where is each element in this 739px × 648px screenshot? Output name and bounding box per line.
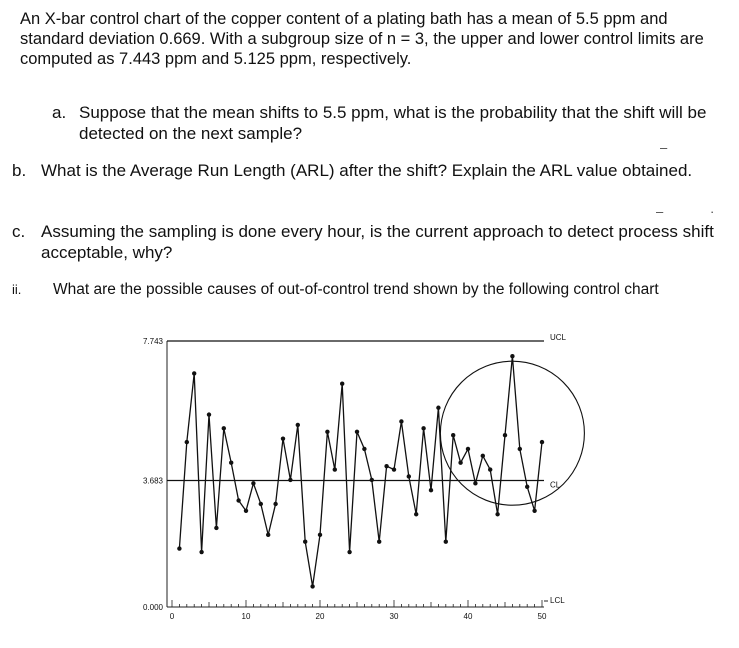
data-point — [296, 423, 300, 427]
data-point — [362, 447, 366, 451]
data-point — [532, 509, 536, 513]
question-b-label: b. — [12, 161, 27, 180]
data-point — [436, 406, 440, 410]
problem-intro: An X-bar control chart of the copper content of a plating bath has a mean of 5.5 ppm and standard deviation 0.669. With a subgroup size of n = 3, the upper and lower control limits are computed as 7.443 ppm and 5.125 ppm, respectively. — [20, 10, 704, 68]
data-point — [355, 430, 359, 434]
data-point — [407, 474, 411, 478]
data-point — [451, 433, 455, 437]
ucl-name-label: UCL — [550, 333, 567, 342]
data-point — [473, 481, 477, 485]
data-point — [251, 481, 255, 485]
data-point — [288, 478, 292, 482]
stray-mark-dash: – — [660, 140, 668, 155]
question-c-text: Assuming the sampling is done every hour, is the current approach to detect process shift acceptable, why? — [41, 222, 714, 262]
x-tick-label: 40 — [463, 612, 473, 621]
data-point — [236, 498, 240, 502]
cl-value-label: 3.683 — [142, 476, 163, 486]
data-point — [310, 584, 314, 588]
question-b-text: What is the Average Run Length (ARL) after the shift? Explain the ARL value obtained. — [41, 161, 693, 180]
control-chart — [120, 325, 590, 630]
data-point — [503, 433, 507, 437]
data-point — [518, 447, 522, 451]
data-point — [303, 540, 307, 544]
data-point — [458, 461, 462, 465]
data-point — [421, 426, 425, 430]
data-point — [333, 467, 337, 471]
data-point — [229, 461, 233, 465]
data-point — [259, 502, 263, 506]
data-point — [370, 478, 374, 482]
x-tick-label: 30 — [389, 612, 399, 621]
data-point — [414, 512, 418, 516]
lcl-name-label: LCL — [550, 596, 565, 605]
data-point — [318, 533, 322, 537]
data-point — [525, 485, 529, 489]
data-point — [199, 550, 203, 554]
highlight-circle — [440, 361, 584, 505]
data-point — [266, 533, 270, 537]
series-line — [179, 356, 542, 586]
data-point — [466, 447, 470, 451]
lcl-value-label: 0.000 — [142, 603, 163, 612]
question-c-label: c. — [12, 222, 26, 241]
data-point — [510, 354, 514, 358]
data-point — [540, 440, 544, 444]
x-tick-label: 0 — [169, 612, 175, 621]
data-point — [214, 526, 218, 530]
data-point — [185, 440, 189, 444]
data-point — [384, 464, 388, 468]
data-point — [325, 430, 329, 434]
stray-mark-dot: · — [710, 204, 715, 219]
data-point — [340, 382, 344, 386]
data-point — [207, 412, 211, 416]
x-tick-label: 10 — [241, 612, 251, 621]
data-point — [392, 467, 396, 471]
data-point — [444, 540, 448, 544]
data-point — [222, 426, 226, 430]
question-ii-label: ii. — [12, 282, 22, 297]
x-tick-label: 20 — [315, 612, 325, 621]
data-point — [347, 550, 351, 554]
question-a-label: a. — [52, 103, 67, 122]
question-ii-text: What are the possible causes of out-of-control trend shown by the following control chart — [53, 281, 659, 298]
data-point — [481, 454, 485, 458]
data-point — [429, 488, 433, 492]
x-tick-label: 50 — [537, 612, 547, 621]
data-point — [377, 540, 381, 544]
data-point — [281, 436, 285, 440]
data-point — [192, 371, 196, 375]
ucl-value-label: 7.743 — [142, 337, 163, 346]
data-point — [495, 512, 499, 516]
stray-mark-dash-2: – — [656, 204, 664, 219]
data-point — [488, 467, 492, 471]
data-point — [273, 502, 277, 506]
data-point — [177, 546, 181, 550]
data-point — [399, 419, 403, 423]
cl-name-label: CL — [550, 480, 561, 490]
question-a-text: Suppose that the mean shifts to 5.5 ppm, what is the probability that the shift will be detected on the next sample? — [79, 103, 707, 143]
data-point — [244, 509, 248, 513]
